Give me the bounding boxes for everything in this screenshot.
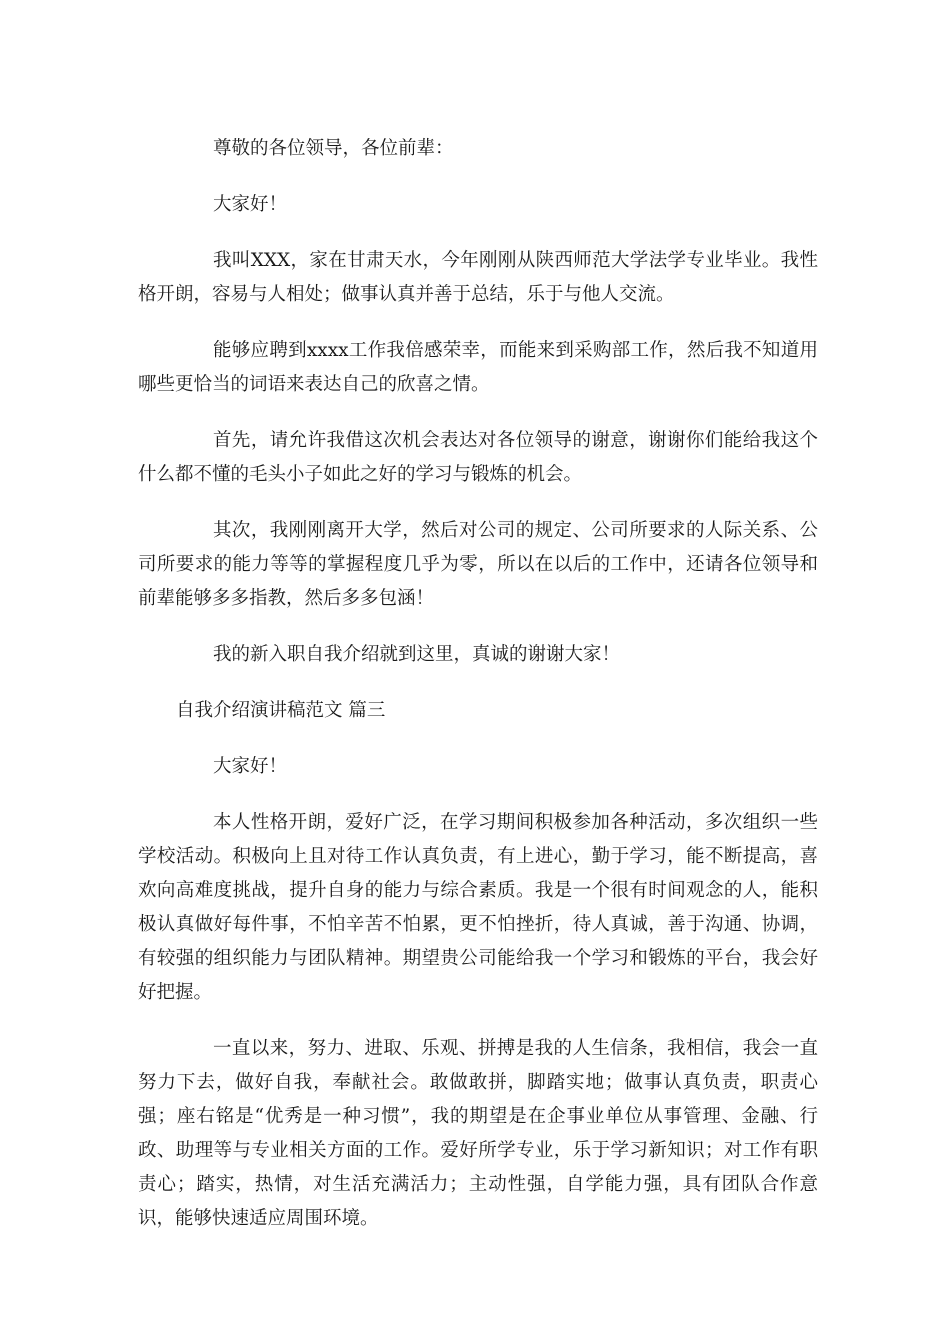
paragraph-honored: 能够应聘到xxxx工作我倍感荣幸，而能来到采购部工作，然后我不知道用哪些更恰当的词语来表达自己的欣喜之情。 (138, 340, 818, 395)
salutation: 尊敬的各位领导，各位前辈： (213, 138, 454, 159)
paragraph-request: 其次，我刚刚离开大学，然后对公司的规定、公司所要求的人际关系、公司所要求的能力等等的掌握程度几乎为零，所以在以后的工作中，还请各位领导和前辈能够多多指教，然后多多包涵！ (138, 520, 818, 609)
greeting: 大家好！ (213, 194, 288, 215)
paragraph-intro: 我叫XXX，家在甘肃天水，今年刚刚从陕西师范大学法学专业毕业。我性格开朗，容易与人相处；做事认真并善于总结，乐于与他人交流。 (138, 250, 818, 305)
paragraph-personality: 本人性格开朗，爱好广泛，在学习期间积极参加各种活动，多次组织一些学校活动。积极向上且对待工作认真负责，有上进心，勤于学习，能不断提高，喜欢向高难度挑战，提升自身的能力与综合素质。我是一个很有时间观念的人，能积极认真做好每件事，不怕辛苦不怕累，更不怕挫折，待人真诚，善于沟通、协调，有较强的组织能力与团队精神。期望贵公司能给我一个学习和锻炼的平台，我会好好把握。 (138, 812, 818, 1003)
section-heading: 自我介绍演讲稿范文 篇三 (176, 700, 386, 721)
paragraph-motto: 一直以来，努力、进取、乐观、拼搏是我的人生信条，我相信，我会一直努力下去，做好自我，奉献社会。敢做敢拼，脚踏实地；做事认真负责，职责心强；座右铭是“优秀是一种习惯”，我的期望是在企事业单位从事管理、金融、行政、助理等与专业相关方面的工作。爱好所学专业，乐于学习新知识；对工作有职责心；踏实，热情，对生活充满活力；主动性强，自学能力强，具有团队合作意识，能够快速适应周围环境。 (138, 1038, 818, 1229)
paragraph-closing: 我的新入职自我介绍就到这里，真诚的谢谢大家！ (213, 644, 621, 665)
greeting-2: 大家好！ (213, 756, 288, 777)
paragraph-thanks: 首先，请允许我借这次机会表达对各位领导的谢意，谢谢你们能给我这个什么都不懂的毛头小子如此之好的学习与锻炼的机会。 (138, 430, 818, 485)
document-body (138, 132, 818, 1258)
